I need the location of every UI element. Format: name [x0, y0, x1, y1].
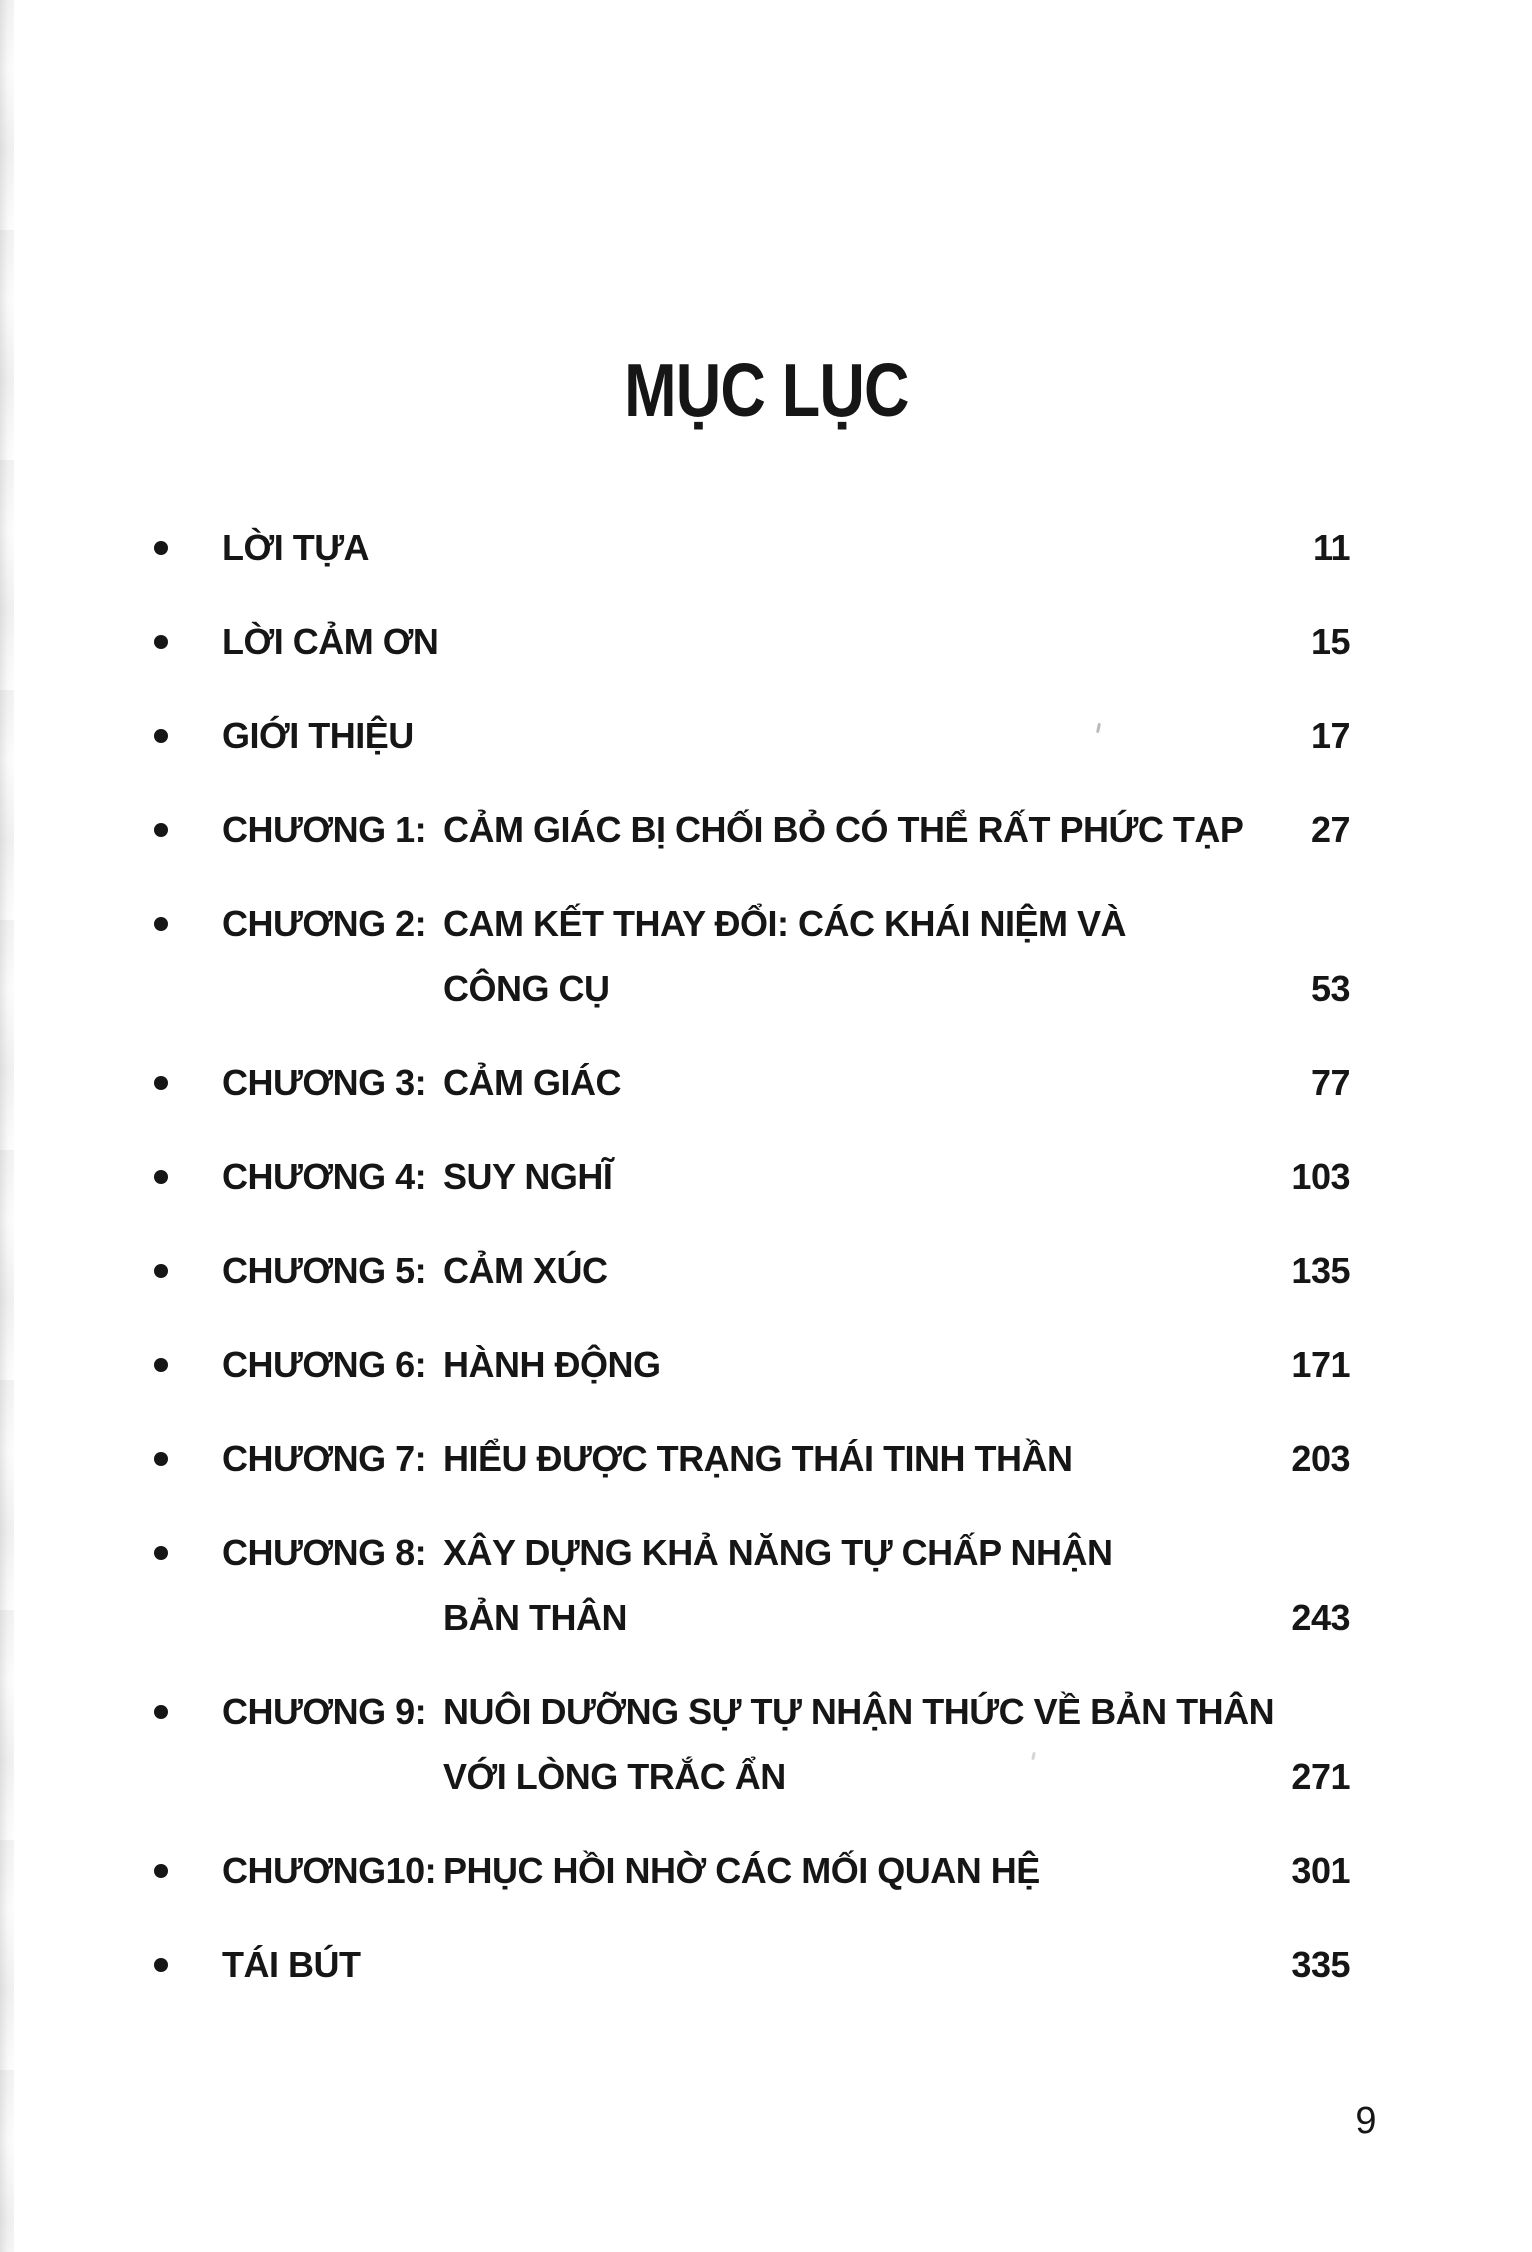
toc-entry-label: GIỚI THIỆU: [222, 715, 414, 756]
toc-entry-page-number: 27: [1310, 809, 1350, 850]
page-title: [0, 348, 1532, 432]
folio-page-number: 9: [1355, 2100, 1377, 2142]
toc-entry-chapter-label: CHƯƠNG 9:: [222, 1691, 427, 1732]
bullet-icon: [148, 1943, 222, 1972]
toc-entry-title: SUY NGHĨ: [443, 1156, 613, 1197]
bullet-icon: [148, 1437, 222, 1466]
toc-entry-page-number: 271: [1291, 1756, 1350, 1797]
toc-entry-label: LỜI TỰA: [222, 527, 370, 568]
toc-entry-chapter-label: CHƯƠNG 5:: [222, 1250, 427, 1291]
toc-entry-page-number: 11: [1312, 527, 1350, 568]
bullet-icon: [148, 714, 222, 743]
toc-entry-title: HÀNH ĐỘNG: [443, 1344, 661, 1385]
toc-entry-gioi-thieu: [148, 714, 1350, 758]
toc-entry-title-cont: BẢN THÂN: [443, 1597, 627, 1638]
toc-entry-chapter-label: CHƯƠNG 6:: [222, 1344, 427, 1385]
toc-entry-chapter-label: CHƯƠNG 7:: [222, 1438, 427, 1479]
toc-entry-page-number: 171: [1291, 1344, 1350, 1385]
bullet-icon: [148, 1531, 222, 1560]
toc-entry-title: CẢM GIÁC BỊ CHỐI BỎ CÓ THỂ RẤT PHỨC TẠP: [443, 809, 1244, 850]
toc-entry-page-number: 17: [1310, 715, 1350, 756]
bullet-icon: [148, 526, 222, 555]
bullet-icon: [148, 1155, 222, 1184]
toc-entry-page-number: 301: [1291, 1850, 1350, 1891]
toc-entry-title: NUÔI DƯỠNG SỰ TỰ NHẬN THỨC VỀ BẢN THÂN: [443, 1691, 1275, 1732]
toc-entry-title-cont: CÔNG CỤ: [443, 968, 610, 1009]
toc-entry-chapter-8: [148, 1531, 1350, 1640]
toc-entry-chapter-label: CHƯƠNG 4:: [222, 1156, 427, 1197]
toc-entry-chapter-label: CHƯƠNG10:: [222, 1850, 437, 1891]
toc-entry-title: CẢM GIÁC: [443, 1062, 621, 1103]
toc-entry-page-number: 243: [1291, 1597, 1350, 1638]
toc-entry-loi-tua: [148, 526, 1350, 570]
toc-entry-chapter-4: [148, 1155, 1350, 1199]
toc-entry-title: CAM KẾT THAY ĐỔI: CÁC KHÁI NIỆM VÀ: [443, 903, 1127, 944]
toc-entry-page-number: 103: [1291, 1156, 1350, 1197]
page-title-text: MỤC LỤC: [623, 348, 909, 433]
toc-entry-chapter-6: [148, 1343, 1350, 1387]
toc-entry-page-number: 135: [1291, 1250, 1350, 1291]
toc-entry-page-number: 335: [1291, 1944, 1350, 1985]
toc-entry-title: CẢM XÚC: [443, 1250, 608, 1291]
toc-entry-tai-but: [148, 1943, 1350, 1987]
toc-entry-chapter-9: [148, 1690, 1350, 1799]
toc-entry-loi-cam-on: [148, 620, 1350, 664]
toc-entry-chapter-label: CHƯƠNG 3:: [222, 1062, 427, 1103]
toc-entry-label: LỜI CẢM ƠN: [222, 621, 439, 662]
bullet-icon: [148, 1061, 222, 1090]
toc-entry-chapter-label: CHƯƠNG 2:: [222, 903, 427, 944]
bullet-icon: [148, 1343, 222, 1372]
toc-entry-chapter-label: CHƯƠNG 1:: [222, 809, 427, 850]
toc-entry-chapter-2: [148, 902, 1350, 1011]
toc-entry-chapter-5: [148, 1249, 1350, 1293]
scan-edge-shadow: [0, 0, 14, 2252]
toc-entry-chapter-10: [148, 1849, 1350, 1893]
toc-entry-page-number: 15: [1310, 621, 1350, 662]
toc-entry-page-number: 53: [1310, 968, 1350, 1009]
toc-entry-chapter-1: [148, 808, 1350, 852]
bullet-icon: [148, 902, 222, 931]
bullet-icon: [148, 620, 222, 649]
toc-entry-chapter-7: [148, 1437, 1350, 1481]
toc-entry-title: PHỤC HỒI NHỜ CÁC MỐI QUAN HỆ: [443, 1850, 1040, 1891]
toc-entry-page-number: 203: [1291, 1438, 1350, 1479]
toc-entry-title: HIỂU ĐƯỢC TRẠNG THÁI TINH THẦN: [443, 1438, 1073, 1479]
toc-entry-chapter-3: [148, 1061, 1350, 1105]
toc-entry-title: XÂY DỰNG KHẢ NĂNG TỰ CHẤP NHẬN: [443, 1532, 1113, 1573]
toc-entry-chapter-label: CHƯƠNG 8:: [222, 1532, 427, 1573]
toc-entry-title-cont: VỚI LÒNG TRẮC ẨN: [443, 1756, 786, 1797]
toc-entry-page-number: 77: [1310, 1062, 1350, 1103]
toc-entry-label: TÁI BÚT: [222, 1944, 361, 1985]
bullet-icon: [148, 808, 222, 837]
bullet-icon: [148, 1249, 222, 1278]
bullet-icon: [148, 1849, 222, 1878]
table-of-contents: [148, 526, 1350, 2037]
bullet-icon: [148, 1690, 222, 1719]
